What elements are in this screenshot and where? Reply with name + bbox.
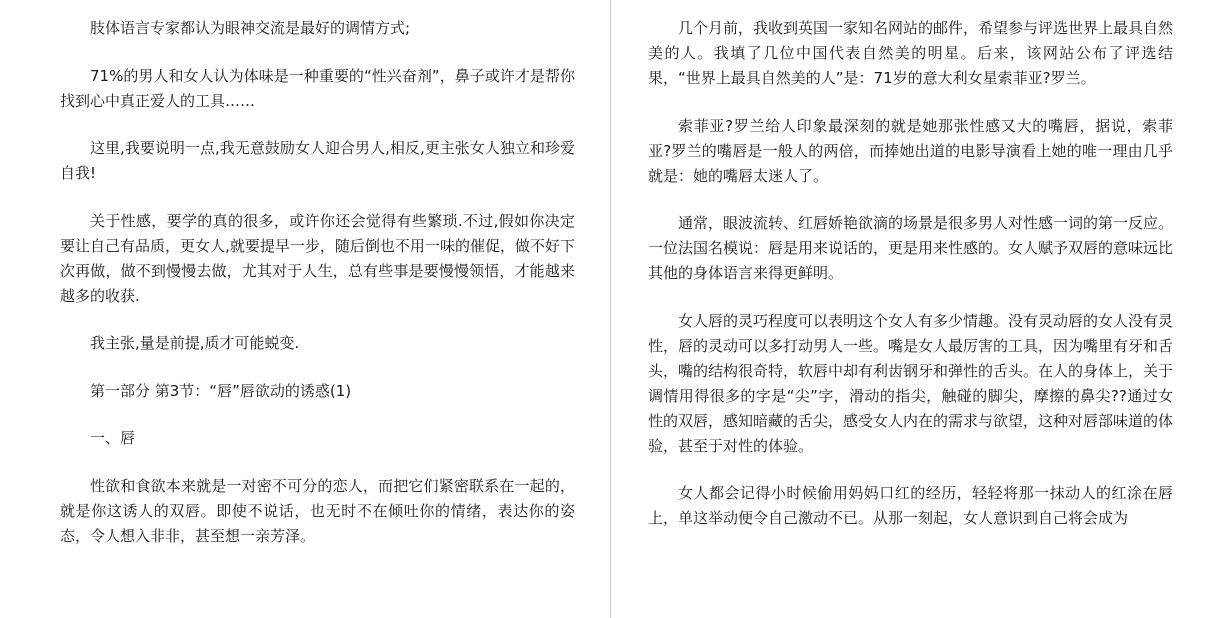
right-page (612, 0, 1210, 618)
right-paragraph-1: 几个月前，我收到英国一家知名网站的邮件，希望参与评选世界上最具自然美的人。我填了几位中国代表自然美的明星。后来，该网站公布了评选结果，“世界上最具自然美的人”是：71岁的意大利女星索菲亚?罗兰。 (648, 19, 1174, 87)
left-paragraph-3: 这里,我要说明一点,我无意鼓励女人迎合男人,相反,更主张女人独立和珍爱自我! (60, 139, 575, 182)
left-paragraph-2: 71%的男人和女人认为体味是一种重要的“性兴奋剂”，鼻子或许才是帮你找到心中真正爱人的工具…… (60, 66, 575, 110)
subsection-heading: 一、唇 (90, 429, 136, 447)
page-divider (610, 0, 611, 618)
right-paragraph-3: 通常，眼波流转、红唇娇艳欲滴的场景是很多男人对性感一词的第一反应。一位法国名模说：唇是用来说话的，更是用来性感的。女人赋予双唇的意味远比其他的身体语言来得更鲜明。 (648, 214, 1174, 282)
left-paragraph-8: 性欲和食欲本来就是一对密不可分的恋人，而把它们紧密联系在一起的，就是你这诱人的双唇。即使不说话，也无时不在倾吐你的情绪，表达你的姿态，令人想入非非，甚至想一亲芳泽。 (60, 476, 575, 545)
right-paragraph-2: 索菲亚?罗兰给人印象最深刻的就是她那张性感又大的嘴唇，据说，索菲亚?罗兰的嘴唇是一般人的两倍，而捧她出道的电影导演看上她的唯一理由几乎就是：她的嘴唇太迷人了。 (648, 116, 1173, 185)
right-paragraph-5: 女人都会记得小时候偷用妈妈口红的经历，轻轻将那一抹动人的红涂在唇上，单这举动便令自己激动不已。从那一刻起，女人意识到自己将会成为 (648, 484, 1173, 527)
left-paragraph-1: 肢体语言专家都认为眼神交流是最好的调情方式; (90, 19, 411, 37)
left-paragraph-5: 我主张,量是前提,质才可能蜕变. (90, 334, 300, 352)
left-paragraph-4: 关于性感，要学的真的很多，或许你还会觉得有些繁琐.不过,假如你决定要让自己有品质，更女人,就要提早一步，随后倒也不用一味的催促，做不好下次再做，做不到慢慢去做，尤其对于人生，总有些事是要慢慢领悟，才能越来越多的收获. (60, 211, 575, 305)
right-paragraph-4: 女人唇的灵巧程度可以表明这个女人有多少情趣。没有灵动唇的女人没有灵性，唇的灵动可以多打动男人一些。嘴是女人最厉害的工具，因为嘴里有牙和舌头，嘴的结构很奇特，软唇中却有利齿钢牙和弹性的舌头。在人的身体上，关于调情用得很多的字是“尖”字，滑动的指尖，触碰的脚尖，摩擦的鼻尖??通过女性的双唇，感知暗藏的舌尖，感受女人内在的需求与欲望，这种对唇部味道的体验，甚至于对性的体验。 (648, 311, 1174, 455)
section-heading: 第一部分 第3节：“唇”唇欲动的诱惑(1) (90, 381, 352, 400)
